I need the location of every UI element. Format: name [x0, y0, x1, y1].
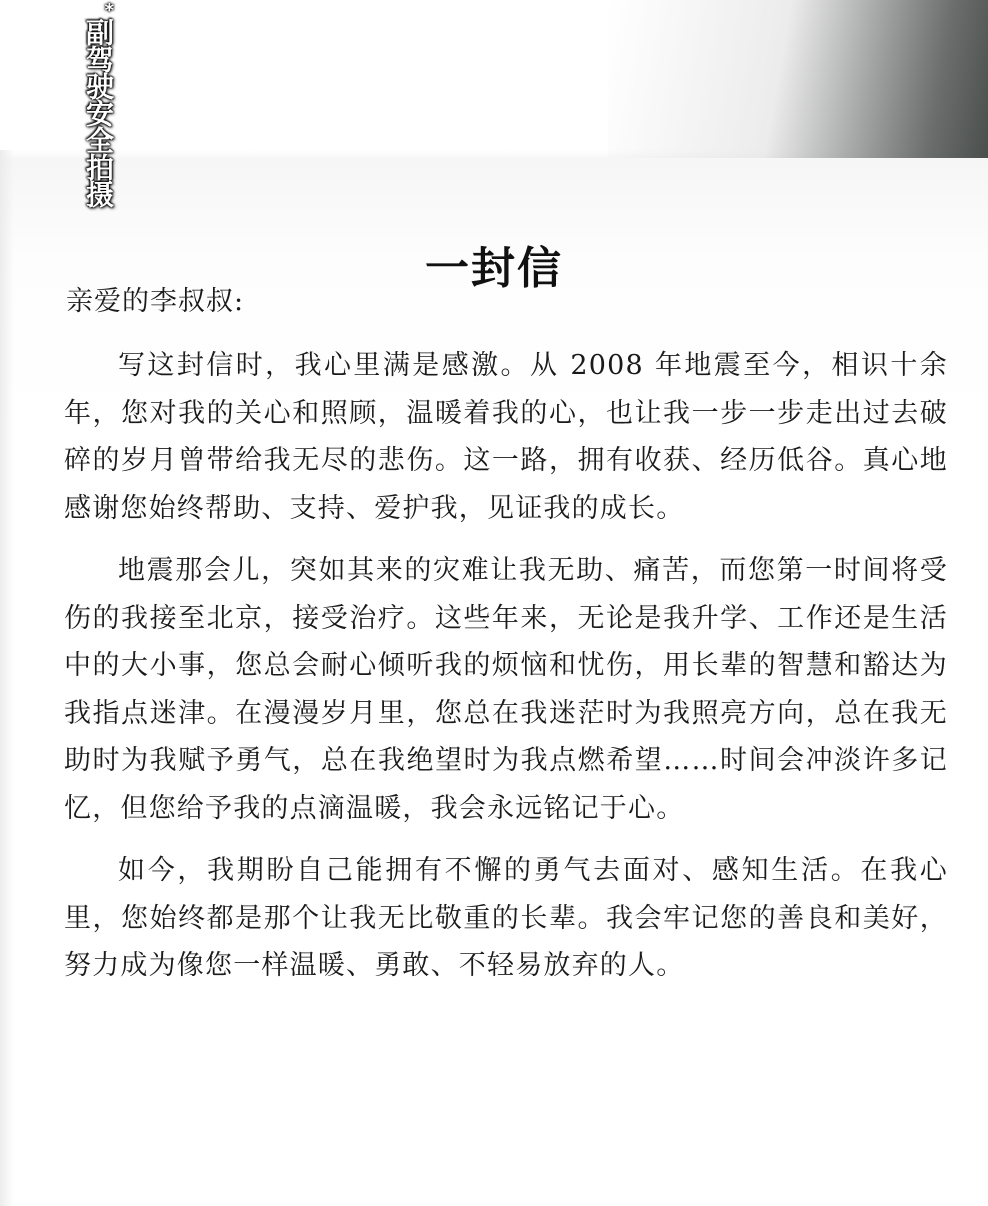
letter-body: [64, 342, 948, 1005]
corner-shadow: [608, 0, 988, 158]
letter-paragraph-3: 如今，我期盼自己能拥有不懈的勇气去面对、感知生活。在我心里，您始终都是那个让我无比敬重的长辈。我会牢记您的善良和美好，努力成为像您一样温暖、勇敢、不轻易放弃的人。: [64, 855, 948, 981]
letter-salutation: 亲爱的李叔叔:: [66, 286, 245, 317]
watermark-star: *: [104, 0, 114, 21]
watermark-stamp: [80, 0, 116, 207]
letter-paragraph-1: 写这封信时，我心里满是感激。从 2008 年地震至今，相识十余年，您对我的关心和照顾，温暖着我的心，也让我一步一步走出过去破碎的岁月曾带给我无尽的悲伤。这一路，拥有收获、经历低谷。真心地感谢您始终帮助、支持、爱护我，见证我的成长。: [64, 350, 948, 524]
bottom-blur-overlay: [668, 1160, 928, 1206]
letter-title: 一封信: [425, 243, 563, 295]
letter-paragraph-2: 地震那会儿，突如其来的灾难让我无助、痛苦，而您第一时间将受伤的我接至北京，接受治疗。这些年来，无论是我升学、工作还是生活中的大小事，您总会耐心倾听我的烦恼和忧伤，用长辈的智慧和豁达为我指点迷津。在漫漫岁月里，您总在我迷茫时为我照亮方向，总在我无助时为我赋予勇气，总在我绝望时为我点燃希望……时间会冲淡许多记忆，但您给予我的点滴温暖，我会永远铭记于心。: [64, 555, 948, 824]
page-edge-shadow: [0, 150, 14, 1206]
watermark-text: 副驾驶安全拍摄: [82, 18, 115, 207]
